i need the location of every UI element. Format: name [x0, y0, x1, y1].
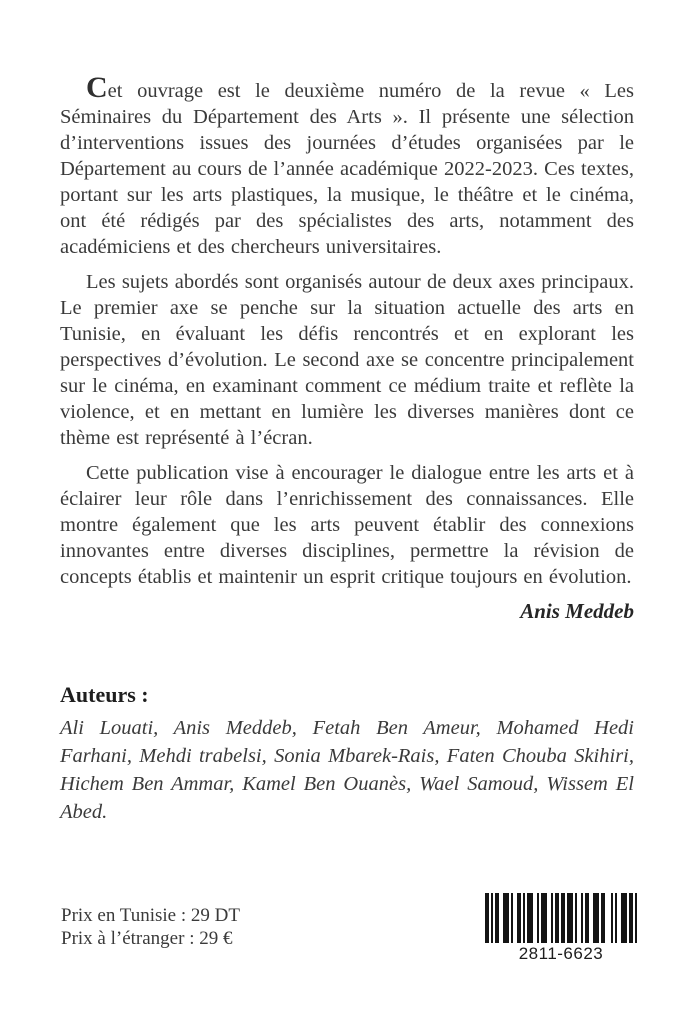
pricing-section — [61, 904, 240, 950]
synopsis-paragraph-1 — [60, 71, 634, 260]
authors-list: Ali Louati, Anis Meddeb, Fetah Ben Ameur, Mohamed Hedi Farhani, Mehdi trabelsi, Sonia Mbarek-Rais, Faten Chouba Skihiri, Hichem Ben Ammar, Kamel Ben Ouanès, Wael Samoud, Wissem El Abed. — [60, 717, 634, 823]
synopsis-paragraph-2: Les sujets abordés sont organisés autour de deux axes principaux. Le premier axe se penche sur la situation actuelle des arts en Tunisie, en évaluant les défis rencontrés et en explorant les perspectives d’évolution. Le second axe se concentre principalement sur le cinéma, en examinant comment ce médium traite et reflète la violence, et en mettant en lumière les diverses manières dont ce thème est représenté à l’écran. — [60, 271, 634, 449]
authors-section — [60, 682, 634, 826]
barcode-number: 2811-6623 — [518, 944, 604, 963]
barcode — [485, 893, 637, 964]
author-signature: Anis Meddeb — [520, 599, 634, 623]
synopsis-paragraph-1-text: et ouvrage est le deuxième numéro de la revue « Les Séminaires du Département des Arts ». Il présente une sélection d’interventions issues des journées d’études organisées par le Département au cours de l’année académique 2022-2023. Ces textes, portant sur les arts plastiques, la musique, le théâtre et le cinéma, ont été rédigés par des spécialistes des arts, notamment des académiciens et des chercheurs universitaires. — [60, 80, 634, 258]
drop-cap-initial: C — [86, 71, 108, 104]
synopsis-paragraph-3: Cette publication vise à encourager le dialogue entre les arts et à éclairer leur rôle dans l’enrichissement des connaissances. Elle montre également que les arts peuvent établir des connexions innovantes entre diverses disciplines, permettre la révision de concepts établis et maintenir un esprit critique toujours en évolution. — [60, 462, 634, 588]
price-abroad: Prix à l’étranger : 29 € — [61, 928, 233, 949]
authors-heading: Auteurs : — [60, 682, 149, 707]
barcode-bars-graphic — [485, 893, 637, 943]
synopsis-section — [60, 71, 634, 624]
price-tunisia: Prix en Tunisie : 29 DT — [61, 905, 240, 926]
